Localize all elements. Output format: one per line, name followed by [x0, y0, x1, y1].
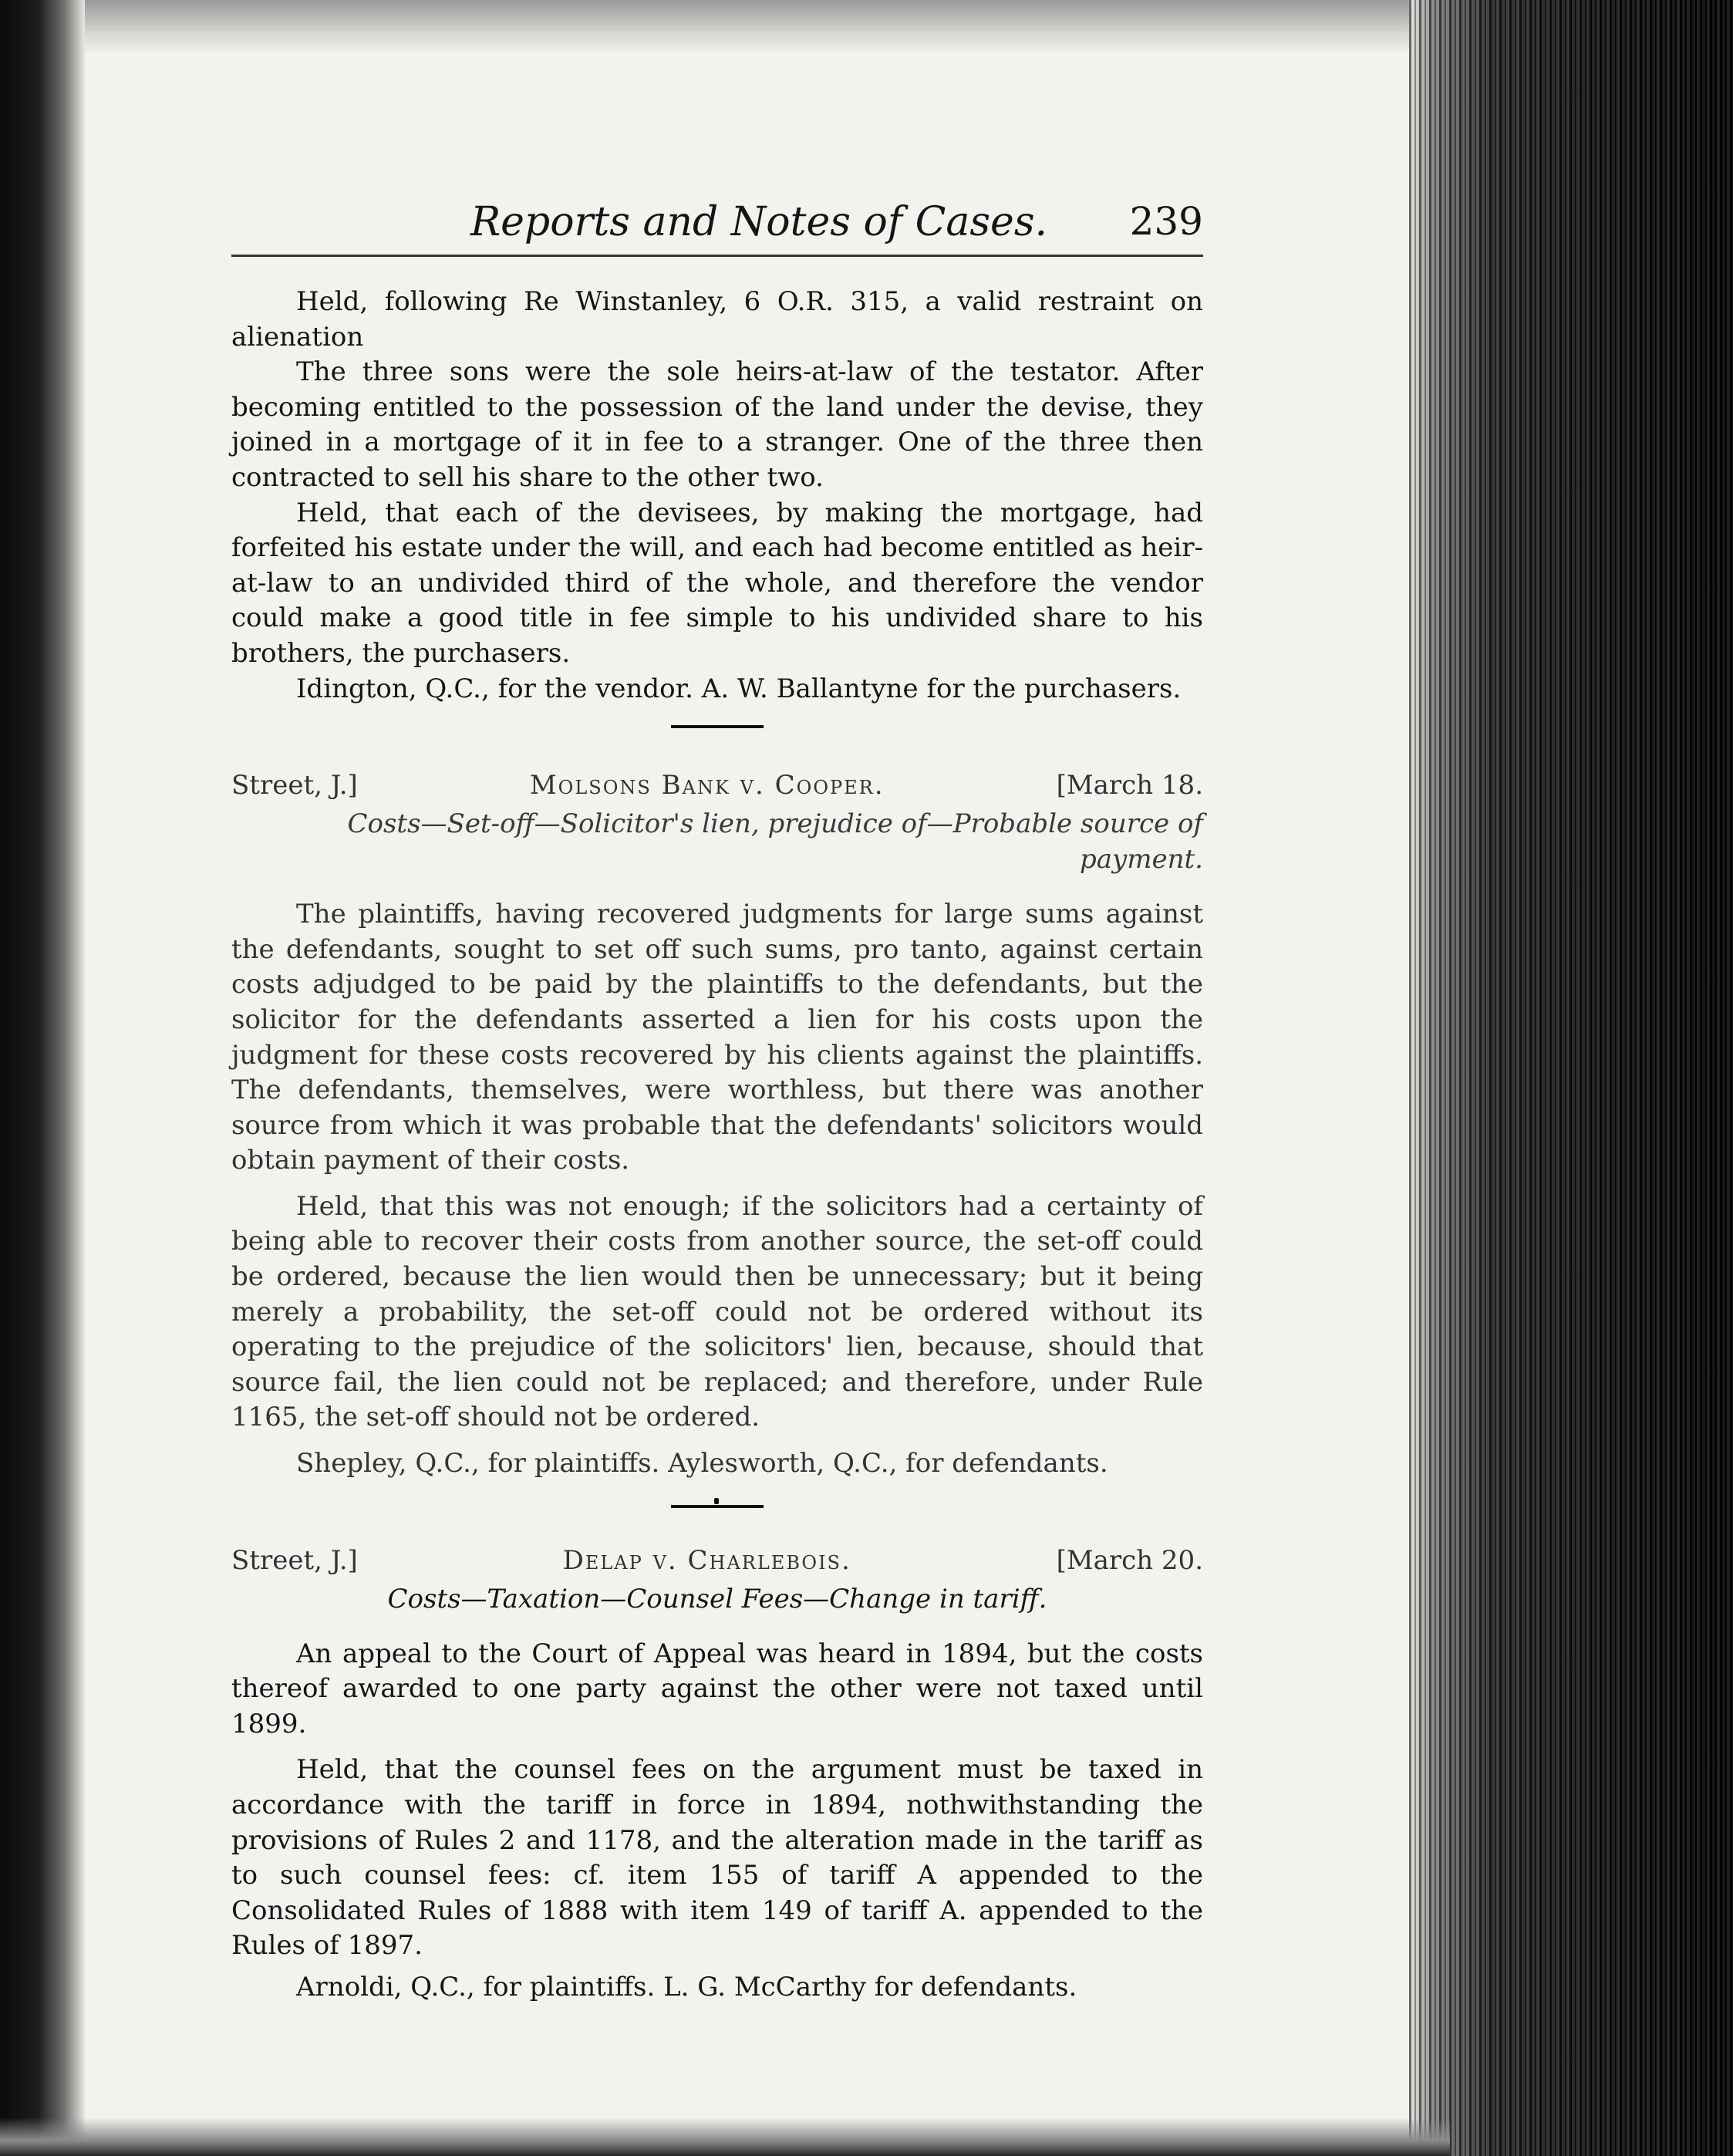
counsel-line: Shepley, Q.C., for plaintiffs. Aylesworth, Q.C., for defendants.	[296, 1448, 1108, 1480]
facts-paragraph: An appeal to the Court of Appeal was heard in 1894, but the costs thereof awarded to one party against the other were not taxed until 1899.	[231, 1638, 1203, 1739]
case-judge: Street, J.]	[231, 770, 358, 801]
held-paragraph: Held, that this was not enough; if the solicitors had a certainty of being able to recover their costs from another source, the set-off could be ordered, because the lien would then be unnecessary; but it being merely a probability, the set-off could not be ordered without its operating to the prejudice of the solicitors' lien, because, should that source fail, the lien could not be replaced; and therefore, under Rule 1165, the set-off should not be ordered.	[231, 1190, 1203, 1433]
running-head	[231, 193, 1203, 257]
counsel-line: Arnoldi, Q.C., for plaintiffs. L. G. McCarthy for defendants.	[296, 1971, 1077, 2002]
section-winstanley	[231, 285, 1203, 707]
held-paragraph: Held, that the counsel fees on the argument must be taxed in accordance with the tariff in force in 1894, nothwithstanding the provisions of Rules 2 and 1178, and the alteration made in the tariff as to such counsel fees: cf. item 155 of tariff A appended to the Consolidated Rules of 1888 with item 149 of tariff A. appended to the Rules of 1897.	[231, 1754, 1203, 1962]
held-paragraph: Held, that each of the devisees, by making the mortgage, had forfeited his estate under the will, and each had become entitled as heir-at-law to an undivided third of the whole, and therefore the vendor could make a good title in fee simple to his undivided share to his brothers, the purchasers.	[231, 497, 1203, 669]
scan-edge-top	[0, 0, 1465, 54]
section-divider	[671, 1505, 764, 1508]
page-number: 239	[1129, 199, 1203, 244]
case-judge: Street, J.]	[231, 1544, 358, 1576]
facts-paragraph: The three sons were the sole heirs-at-law of the testator. After becoming entitled to the possession of the land under the devise, they joined in a mortgage of it in fee to a stranger. One of the three then contracted to sell his share to the other two.	[231, 356, 1203, 493]
case-subject: Costs—Taxation—Counsel Fees—Change in tariff.	[387, 1583, 1047, 1614]
running-title: Reports and Notes of Cases.	[470, 199, 1048, 245]
case-date: [March 20.	[1056, 1544, 1203, 1576]
case-header	[231, 768, 1203, 803]
section-divider	[671, 725, 764, 728]
held-paragraph: Held, following Re Winstanley, 6 O.R. 315, a valid restraint on alienation	[231, 286, 1203, 353]
case-molsons-bank	[231, 768, 1203, 1482]
scan-edge-bottom	[0, 2117, 1450, 2156]
case-name: Molsons Bank v. Cooper.	[529, 770, 885, 801]
scan-edge-left	[0, 0, 85, 2156]
case-delap	[231, 1544, 1203, 2006]
counsel-line: Idington, Q.C., for the vendor. A. W. Ballantyne for the purchasers.	[296, 673, 1182, 704]
page	[231, 193, 1203, 2006]
case-header	[231, 1544, 1203, 1578]
facts-paragraph: The plaintiffs, having recovered judgments for large sums against the defendants, sought to set off such sums, pro tanto, against certain costs adjudged to be paid by the plaintiffs to the defendants, but the solicitor for the defendants asserted a lien for his costs upon the judgment for these costs recovered by his clients against the plaintiffs. The defendants, themselves, were worthless, but there was another source from which it was probable that the defendants' solicitors would obtain payment of their costs.	[231, 899, 1203, 1176]
case-date: [March 18.	[1056, 770, 1203, 801]
case-subject: Costs—Set-off—Solicitor's lien, prejudice of—Probable source of payment.	[347, 808, 1203, 876]
scan-book-spine	[1409, 0, 1733, 2156]
case-name: Delap v. Charlebois.	[562, 1544, 851, 1576]
